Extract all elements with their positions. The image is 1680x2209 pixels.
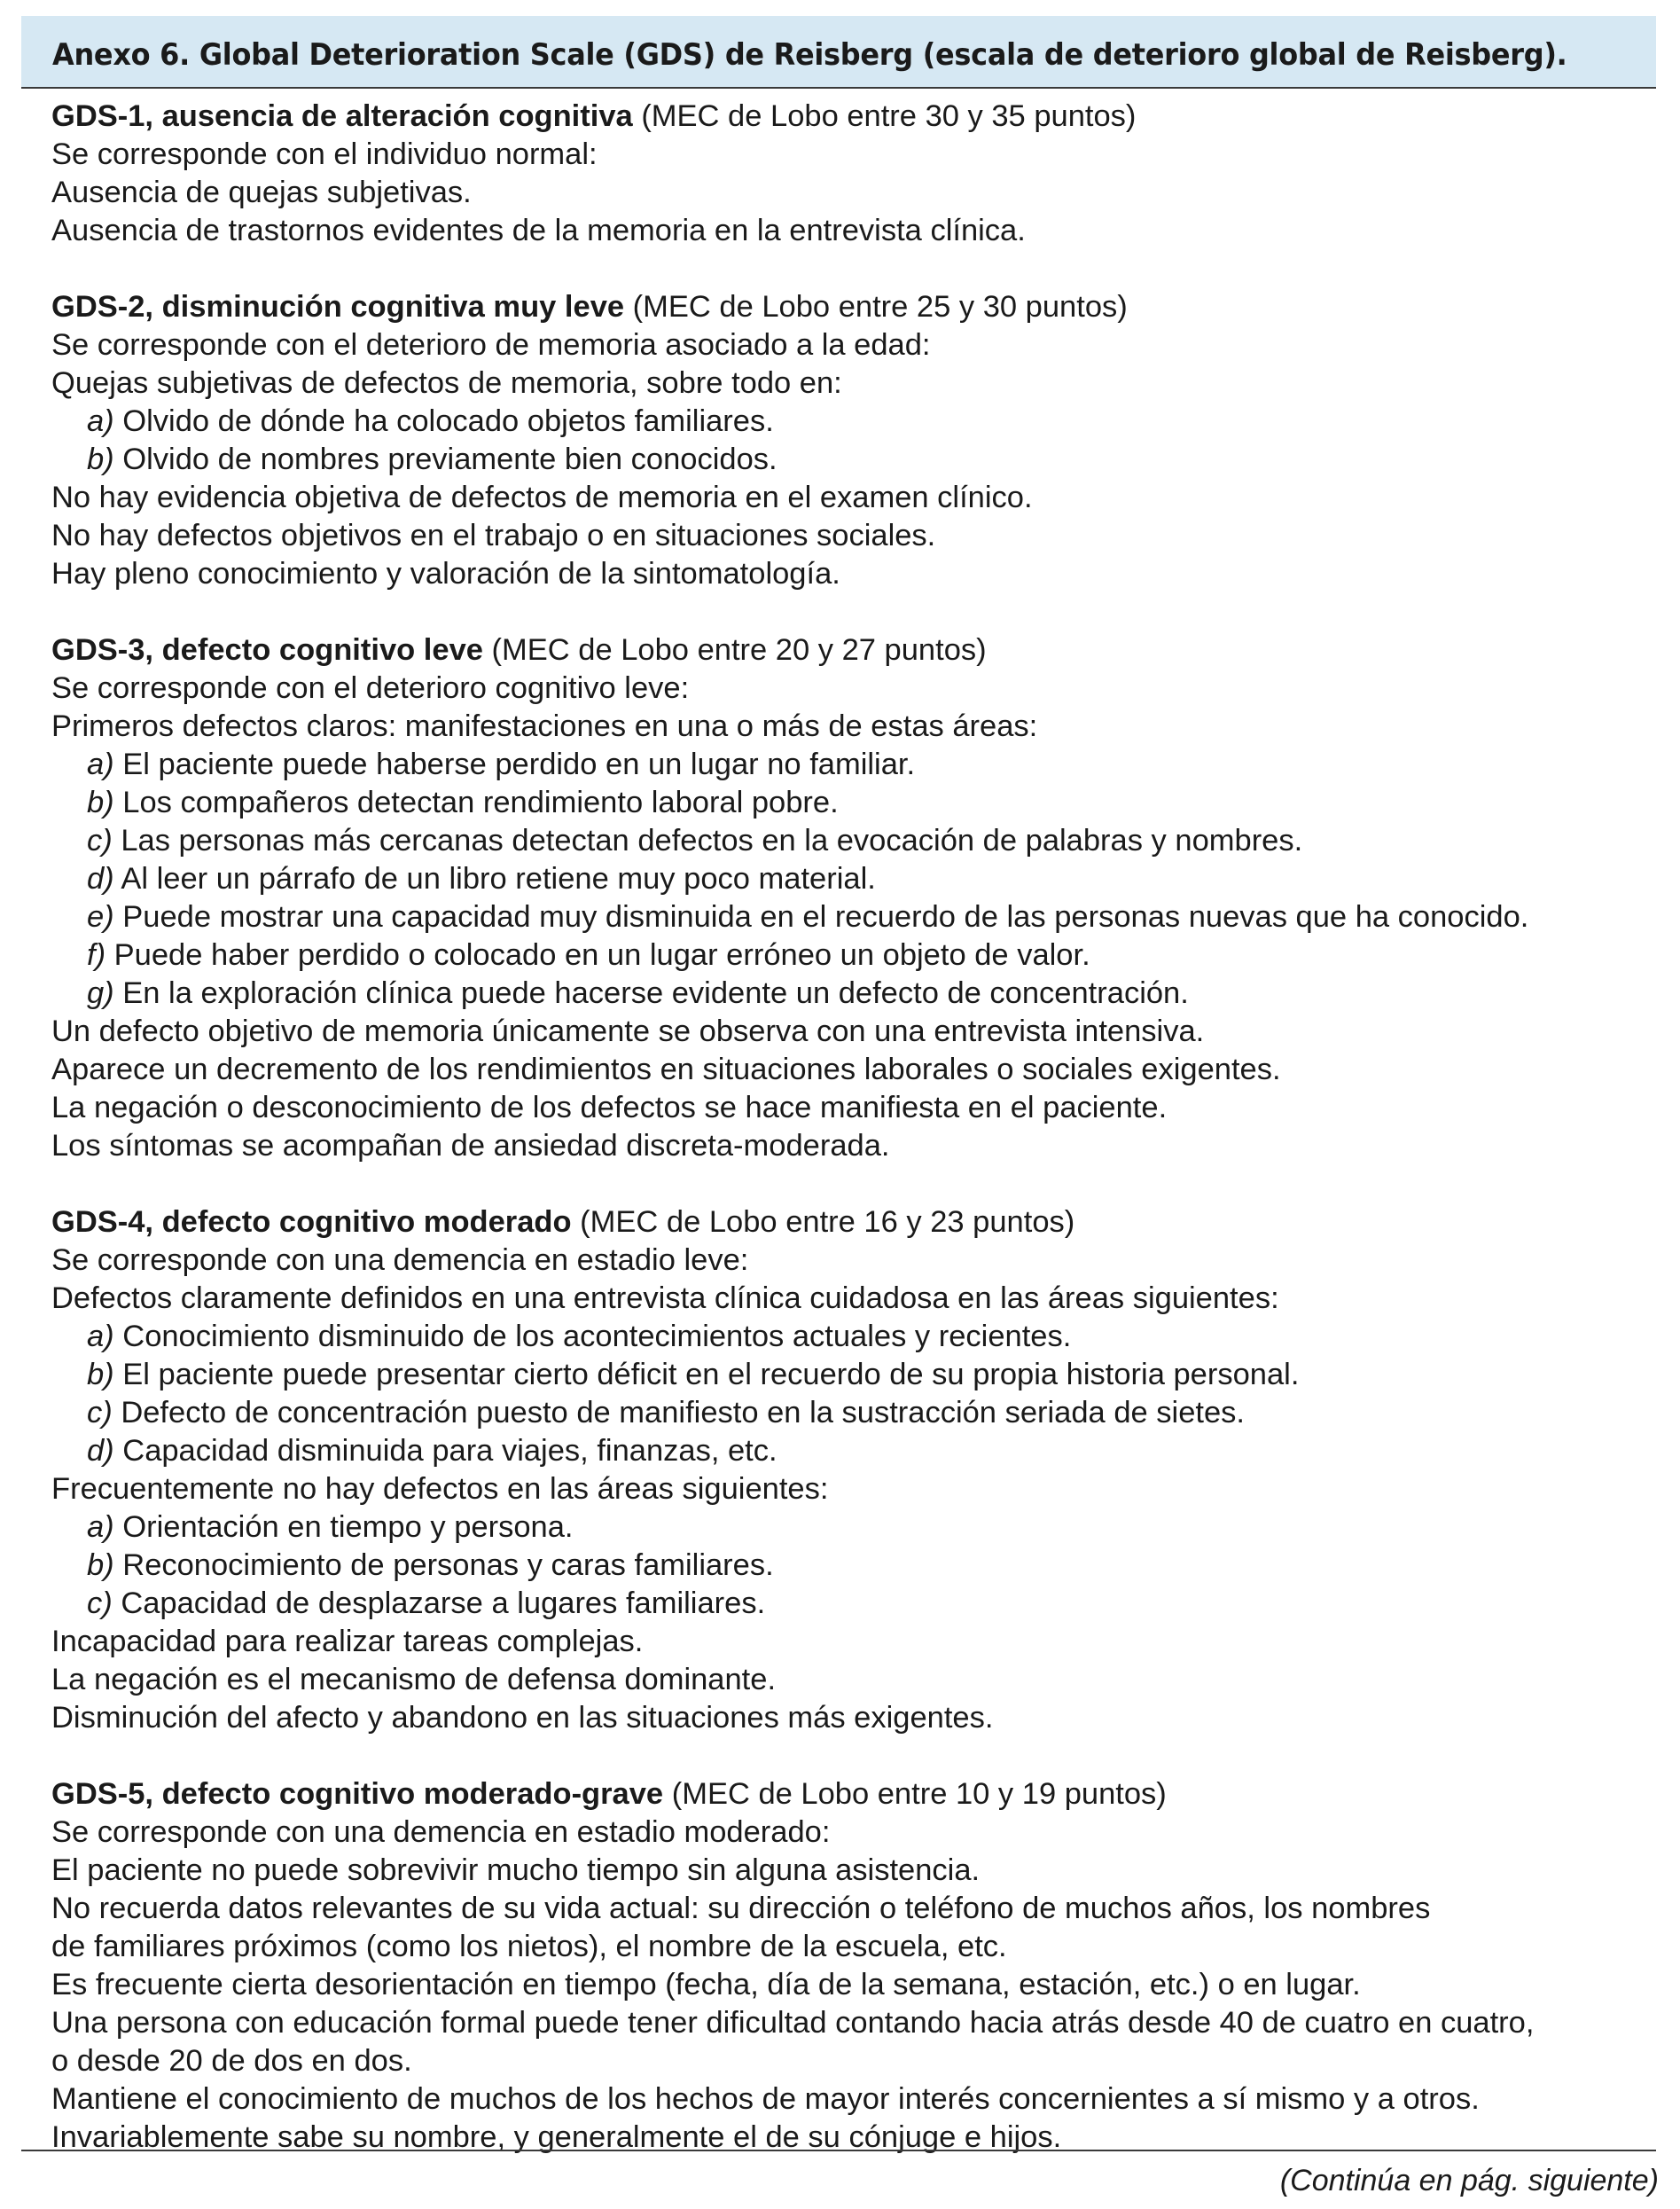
gds-section (51, 288, 1647, 593)
line-text: Se corresponde con una demencia en estadio leve: (51, 1243, 749, 1277)
line-text: Se corresponde con el deterioro cognitivo leve: (51, 671, 690, 705)
continuation-note: (Continúa en pág. siguiente) (1279, 2164, 1659, 2197)
table-header (21, 16, 1656, 89)
text-line (51, 326, 1647, 364)
text-line (51, 517, 1647, 555)
line-text: Las personas más cercanas detectan defectos en la evocación de palabras y nombres. (112, 824, 1303, 858)
line-text: Incapacidad para realizar tareas complejas. (51, 1625, 644, 1658)
list-item (51, 441, 1647, 479)
line-text: Ausencia de trastornos evidentes de la memoria en la entrevista clínica. (51, 214, 1026, 247)
line-text: Los síntomas se acompañan de ansiedad discreta-moderada. (51, 1129, 890, 1163)
line-text: La negación o desconocimiento de los defectos se hace manifiesta en el paciente. (51, 1091, 1168, 1124)
text-line (51, 1127, 1647, 1165)
line-text: Los compañeros detectan rendimiento laboral pobre. (113, 786, 839, 819)
line-text: de familiares próximos (como los nietos), el nombre de la escuela, etc. (51, 1930, 1007, 1963)
stage-score-range: (MEC de Lobo entre 10 y 19 puntos) (663, 1777, 1167, 1811)
list-item (51, 784, 1647, 822)
section-heading (51, 1775, 1647, 1813)
section-heading (51, 288, 1647, 326)
text-line (51, 1051, 1647, 1089)
list-item (51, 1318, 1647, 1356)
line-text: Defecto de concentración puesto de manifiesto en la sustracción seriada de sietes. (112, 1396, 1245, 1430)
text-line (51, 1013, 1647, 1051)
line-text: En la exploración clínica puede hacerse evidente un defecto de concentración. (113, 976, 1189, 1010)
line-text: Olvido de dónde ha colocado objetos familiares. (113, 404, 774, 438)
gds-section (51, 1203, 1647, 1737)
line-text: Una persona con educación formal puede tener dificultad contando hacia atrás desde 40 de cuatro en cuatro, (51, 2006, 1535, 2040)
line-text: Hay pleno conocimiento y valoración de la sintomatología. (51, 557, 840, 591)
item-letter: b) (87, 443, 114, 476)
gds-section (51, 1775, 1647, 2157)
line-text: Se corresponde con el individuo normal: (51, 137, 598, 171)
stage-score-range: (MEC de Lobo entre 16 y 23 puntos) (571, 1205, 1075, 1239)
text-line (51, 212, 1647, 250)
line-text: Frecuentemente no hay defectos en las áreas siguientes: (51, 1472, 829, 1506)
list-item (51, 1394, 1647, 1432)
text-line (51, 708, 1647, 746)
line-text: Puede haber perdido o colocado en un lugar erróneo un objeto de valor. (105, 938, 1090, 972)
text-line (51, 670, 1647, 708)
text-line (51, 1623, 1647, 1661)
line-text: Aparece un decremento de los rendimientos en situaciones laborales o sociales exigentes. (51, 1053, 1281, 1086)
list-item (51, 403, 1647, 441)
line-text: Al leer un párrafo de un libro retiene muy poco material. (113, 862, 876, 896)
text-line (51, 2004, 1647, 2042)
text-line (51, 1852, 1647, 1890)
list-item (51, 746, 1647, 784)
list-item (51, 1432, 1647, 1470)
text-line (51, 1928, 1647, 1966)
bottom-divider (21, 2150, 1656, 2151)
line-text: Capacidad de desplazarse a lugares familiares. (112, 1586, 766, 1620)
stage-score-range: (MEC de Lobo entre 25 y 30 puntos) (624, 290, 1128, 324)
list-item (51, 975, 1647, 1013)
text-line (51, 479, 1647, 517)
line-text: Reconocimiento de personas y caras familiares. (113, 1548, 774, 1582)
stage-score-range: (MEC de Lobo entre 30 y 35 puntos) (632, 99, 1137, 133)
line-text: Orientación en tiempo y persona. (113, 1510, 574, 1544)
item-letter: b) (87, 786, 114, 819)
item-letter: c) (87, 1586, 113, 1620)
list-item (51, 898, 1647, 936)
text-line (51, 2080, 1647, 2119)
section-heading (51, 98, 1647, 136)
line-text: El paciente puede presentar cierto déficit en el recuerdo de su propia historia personal. (113, 1358, 1300, 1391)
item-letter: a) (87, 1510, 114, 1544)
item-letter: d) (87, 1434, 114, 1468)
item-letter: c) (87, 1396, 113, 1430)
list-item (51, 1356, 1647, 1394)
line-text: La negación es el mecanismo de defensa dominante. (51, 1663, 777, 1696)
line-text: No hay evidencia objetiva de defectos de memoria en el examen clínico. (51, 481, 1033, 514)
section-heading (51, 631, 1647, 670)
line-text: Conocimiento disminuido de los acontecimientos actuales y recientes. (113, 1320, 1072, 1353)
list-item (51, 860, 1647, 898)
text-line (51, 555, 1647, 593)
annex-title: Anexo 6. Global Deterioration Scale (GDS) de Reisberg (escala de deterioro global de Reisberg). (52, 37, 1567, 73)
stage-name: GDS-3, defecto cognitivo leve (51, 633, 483, 667)
item-letter: a) (87, 404, 114, 438)
list-item (51, 1585, 1647, 1623)
stage-name: GDS-2, disminución cognitiva muy leve (51, 290, 625, 324)
text-line (51, 1089, 1647, 1127)
line-text: Disminución del afecto y abandono en las situaciones más exigentes. (51, 1701, 994, 1735)
line-text: o desde 20 de dos en dos. (51, 2044, 412, 2078)
line-text: Invariablemente sabe su nombre, y generalmente el de su cónjuge e hijos. (51, 2120, 1062, 2154)
gds-section (51, 631, 1647, 1165)
list-item (51, 822, 1647, 860)
line-text: Ausencia de quejas subjetivas. (51, 176, 472, 209)
line-text: Quejas subjetivas de defectos de memoria, sobre todo en: (51, 366, 842, 400)
line-text: El paciente no puede sobrevivir mucho tiempo sin alguna asistencia. (51, 1853, 981, 1887)
section-heading (51, 1203, 1647, 1242)
line-text: Puede mostrar una capacidad muy disminuida en el recuerdo de las personas nuevas que ha conocido. (113, 900, 1529, 934)
list-item (51, 1508, 1647, 1547)
stage-name: GDS-5, defecto cognitivo moderado-grave (51, 1777, 664, 1811)
item-letter: d) (87, 862, 114, 896)
line-text: Capacidad disminuida para viajes, finanzas, etc. (113, 1434, 777, 1468)
line-text: Olvido de nombres previamente bien conocidos. (113, 443, 777, 476)
item-letter: a) (87, 748, 114, 781)
item-letter: a) (87, 1320, 114, 1353)
line-text: El paciente puede haberse perdido en un lugar no familiar. (113, 748, 916, 781)
text-line (51, 1470, 1647, 1508)
list-item (51, 936, 1647, 975)
text-line (51, 1813, 1647, 1852)
text-line (51, 364, 1647, 403)
item-letter: b) (87, 1358, 114, 1391)
stage-score-range: (MEC de Lobo entre 20 y 27 puntos) (482, 633, 987, 667)
stage-name: GDS-4, defecto cognitivo moderado (51, 1205, 572, 1239)
text-line (51, 1242, 1647, 1280)
text-line (51, 2042, 1647, 2080)
line-text: Defectos claramente definidos en una entrevista clínica cuidadosa en las áreas siguientes: (51, 1281, 1279, 1315)
line-text: Mantiene el conocimiento de muchos de los hechos de mayor interés concernientes a sí mismo y a otros. (51, 2082, 1480, 2116)
text-line (51, 1890, 1647, 1928)
line-text: No hay defectos objetivos en el trabajo o en situaciones sociales. (51, 519, 936, 552)
gds-section (51, 98, 1647, 250)
text-line (51, 1280, 1647, 1318)
list-item (51, 1547, 1647, 1585)
item-letter: e) (87, 900, 114, 934)
gds-content (51, 98, 1647, 2195)
stage-name: GDS-1, ausencia de alteración cognitiva (51, 99, 633, 133)
line-text: Se corresponde con una demencia en estadio moderado: (51, 1815, 831, 1849)
item-letter: f) (87, 938, 106, 972)
line-text: Un defecto objetivo de memoria únicamente se observa con una entrevista intensiva. (51, 1014, 1205, 1048)
item-letter: g) (87, 976, 114, 1010)
item-letter: b) (87, 1548, 114, 1582)
line-text: Primeros defectos claros: manifestaciones en una o más de estas áreas: (51, 709, 1038, 743)
text-line (51, 174, 1647, 212)
line-text: Es frecuente cierta desorientación en tiempo (fecha, día de la semana, estación, etc.) o en lugar. (51, 1968, 1361, 2001)
text-line (51, 136, 1647, 174)
text-line (51, 1966, 1647, 2004)
line-text: No recuerda datos relevantes de su vida actual: su dirección o teléfono de muchos años, los nombres (51, 1892, 1431, 1925)
line-text: Se corresponde con el deterioro de memoria asociado a la edad: (51, 328, 931, 362)
text-line (51, 1699, 1647, 1737)
text-line (51, 1661, 1647, 1699)
item-letter: c) (87, 824, 113, 858)
